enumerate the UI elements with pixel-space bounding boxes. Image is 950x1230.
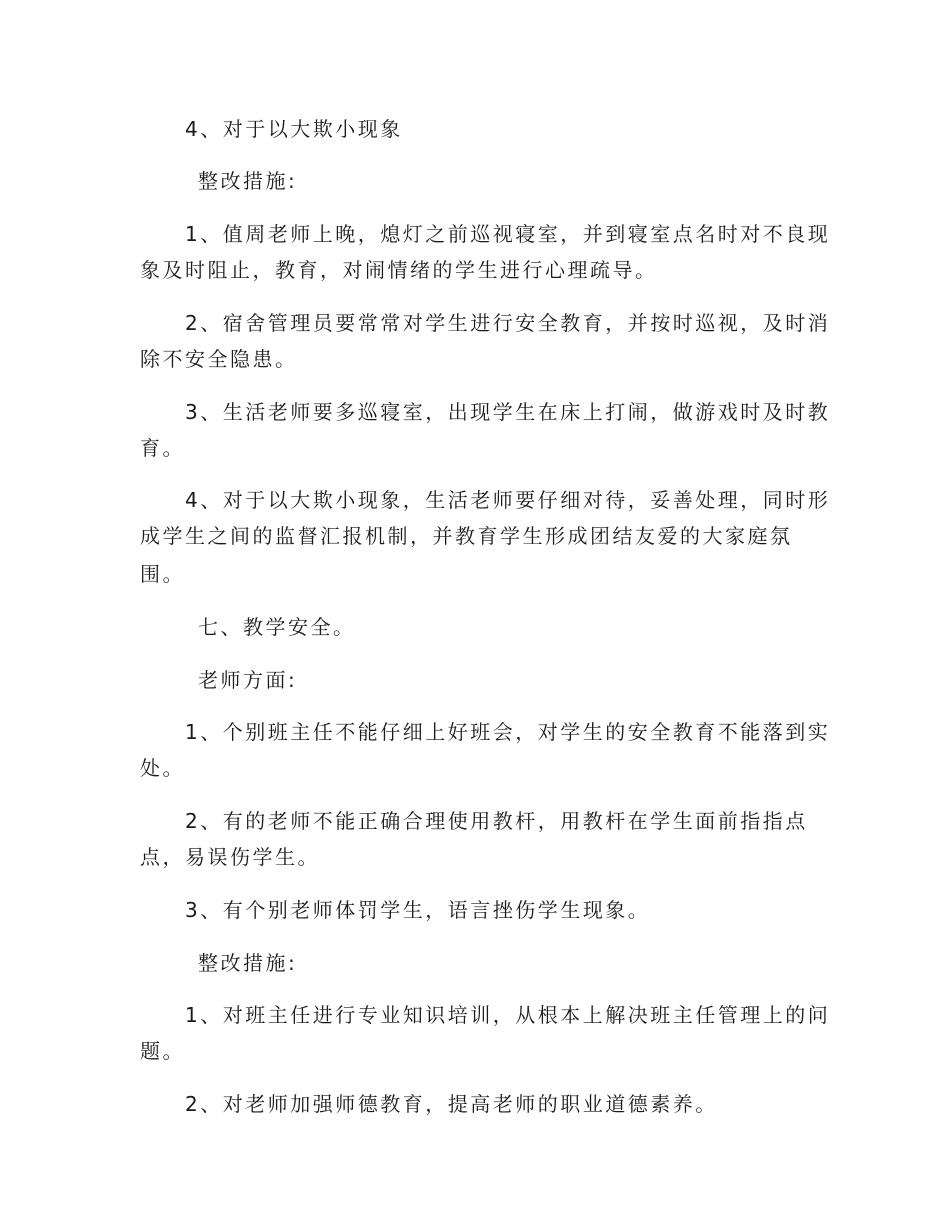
paragraph-line: 2、有的老师不能正确合理使用教杆，用教杆在学生面前指指点 [185,809,808,833]
paragraph-line: 1、对班主任进行专业知识培训，从根本上解决班主任管理上的问 [185,1003,831,1027]
section-heading-bullying: 4、对于以大欺小现象 [185,117,403,141]
paragraph-line: 1、个别班主任不能仔细上好班会，对学生的安全教育不能落到实 [185,720,831,744]
subheading-rectification: 整改措施: [198,951,298,975]
paragraph-line: 成学生之间的监督汇报机制，并教育学生形成团结友爱的大家庭氛 [140,524,793,548]
paragraph-line: 除不安全隐患。 [140,347,298,371]
subheading-rectification: 整改措施: [198,169,298,193]
paragraph-line: 点，易误伤学生。 [140,845,320,869]
paragraph-line: 围。 [140,562,185,586]
paragraph-line: 3、有个别老师体罚学生，语言挫伤学生现象。 [185,898,651,922]
paragraph-line: 2、对老师加强师德教育，提高老师的职业道德素养。 [185,1092,718,1116]
paragraph-line: 2、宿舍管理员要常常对学生进行安全教育，并按时巡视，及时消 [185,311,831,335]
paragraph-line: 1、值周老师上晚，熄灯之前巡视寝室，并到寝室点名时对不良现 [185,222,831,246]
paragraph-line: 题。 [140,1039,185,1063]
paragraph-line: 4、对于以大欺小现象，生活老师要仔细对待，妥善处理，同时形 [185,488,831,512]
paragraph-line: 育。 [140,436,185,460]
paragraph-line: 处。 [140,756,185,780]
section-heading-teaching-safety: 七、教学安全。 [198,615,356,639]
subheading-teachers: 老师方面: [198,668,298,692]
paragraph-line: 3、生活老师要多巡寝室，出现学生在床上打闹，做游戏时及时教 [185,400,831,424]
paragraph-line: 象及时阻止，教育，对闹情绪的学生进行心理疏导。 [140,258,658,282]
